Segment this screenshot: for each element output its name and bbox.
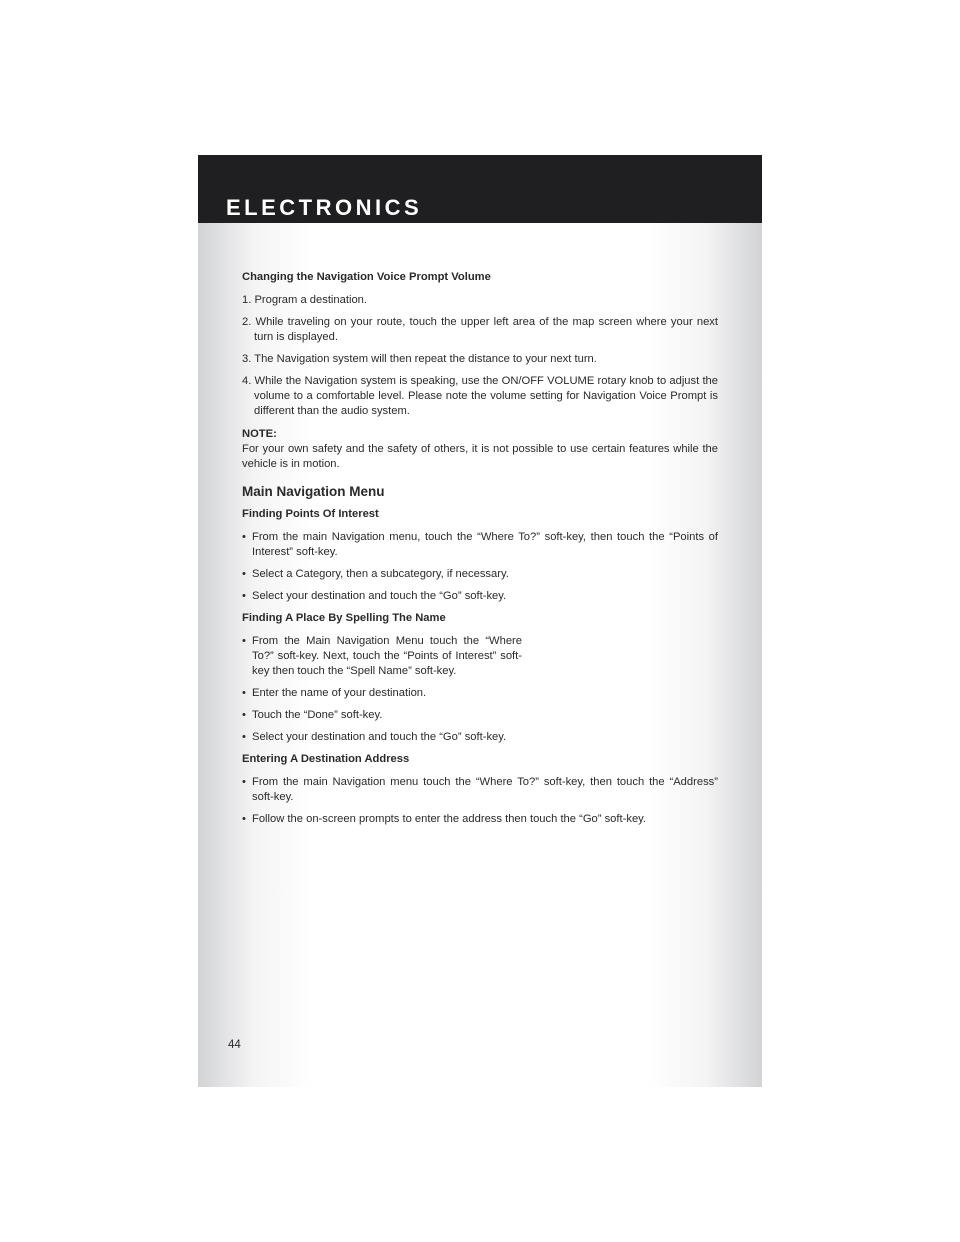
voice-step: 4. While the Navigation system is speaking, use the ON/OFF VOLUME rotary knob to adjust the volume to a comfortable level. Please note the volume setting for Navigation Voice Prompt is different than the audio system. (242, 375, 718, 417)
list-item: • Enter the name of your destination. (242, 687, 427, 699)
manual-page (198, 155, 762, 1087)
page-number: 44 (228, 1039, 241, 1051)
note-text: For your own safety and the safety of others, it is not possible to use certain features while the vehicle is in motion. (242, 443, 718, 470)
voice-step: 1. Program a destination. (242, 294, 367, 306)
spell-heading: Finding A Place By Spelling The Name (242, 612, 446, 624)
page-content (242, 270, 718, 834)
voice-prompt-heading: Changing the Navigation Voice Prompt Volume (242, 271, 491, 283)
section-header-bar (198, 155, 762, 223)
address-heading: Entering A Destination Address (242, 753, 410, 765)
poi-heading: Finding Points Of Interest (242, 508, 379, 520)
list-item: • Select a Category, then a subcategory, if necessary. (242, 568, 509, 580)
list-item: • Touch the “Done” soft-key. (242, 709, 383, 721)
voice-step: 2. While traveling on your route, touch the upper left area of the map screen where your next turn is displayed. (242, 316, 718, 343)
section-title: ELECTRONICS (226, 195, 423, 220)
list-item: • Select your destination and touch the “Go” soft-key. (242, 590, 507, 602)
list-item: • From the main Navigation menu touch the “Where To?” soft-key, then touch the “Address” soft-key. (242, 776, 718, 803)
list-item: • Follow the on-screen prompts to enter the address then touch the “Go” soft-key. (242, 813, 647, 825)
note-label: NOTE: (242, 428, 277, 440)
list-item: • From the main Navigation menu, touch the “Where To?” soft-key, then touch the “Points of Interest” soft-key. (242, 531, 718, 558)
list-item: • From the Main Navigation Menu touch the “Where To?” soft-key. Next, touch the “Points of Interest” soft-key then touch the “Spell Name” soft-key. (242, 635, 522, 677)
main-menu-heading: Main Navigation Menu (242, 484, 385, 499)
voice-step: 3. The Navigation system will then repeat the distance to your next turn. (242, 353, 597, 365)
list-item: • Select your destination and touch the “Go” soft-key. (242, 731, 507, 743)
